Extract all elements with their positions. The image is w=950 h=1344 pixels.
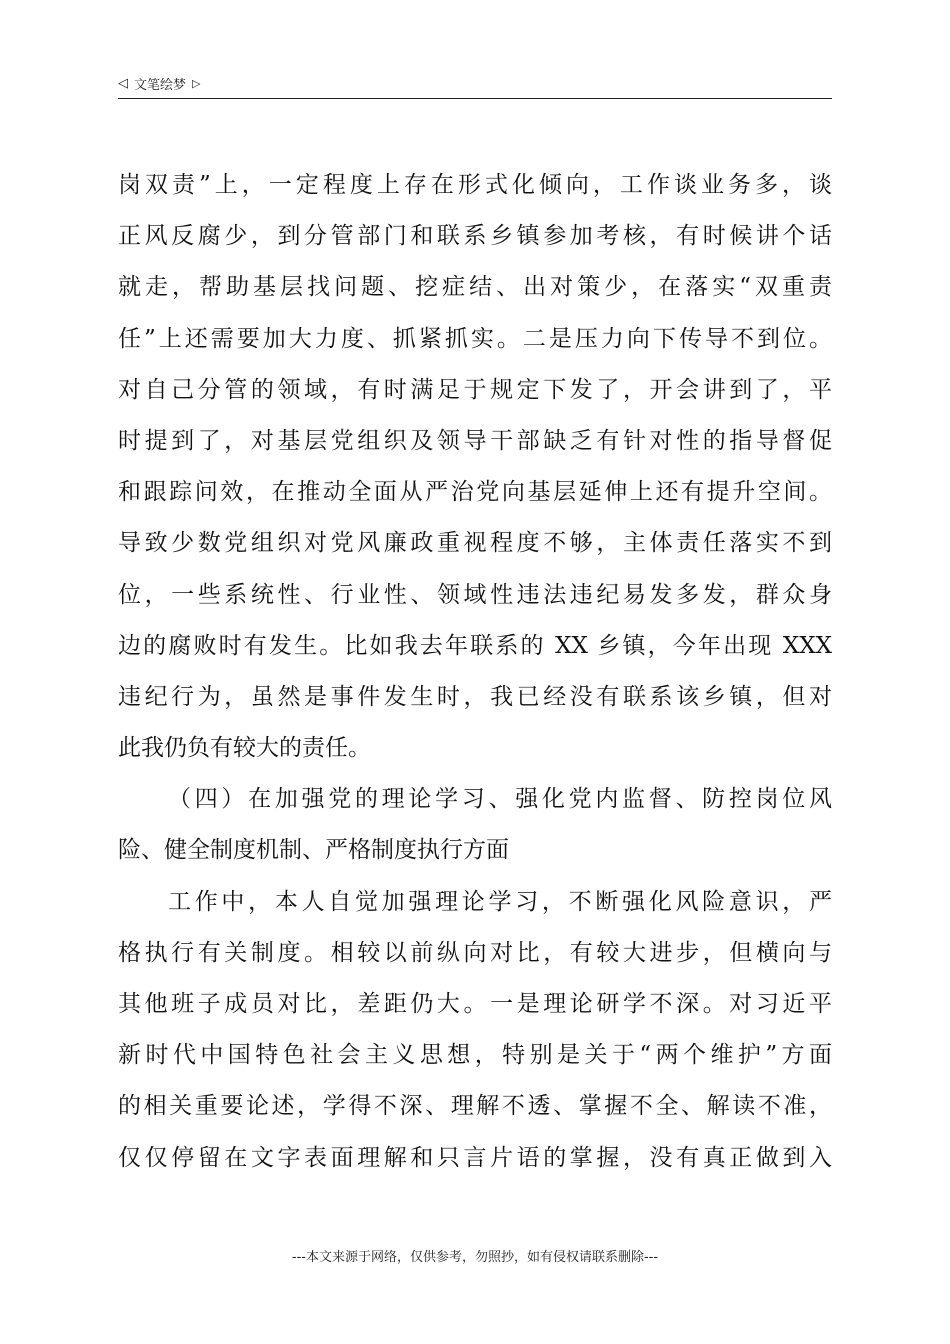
text-line-content: 和跟踪问效，在推动全面从严治党向基层延伸上还有提升空间。 [118, 479, 832, 506]
text-line [118, 672, 832, 723]
text-line-content: 时提到了，对基层党组织及领导干部缺乏有针对性的指导督促 [118, 427, 832, 454]
section-heading-line [118, 774, 832, 825]
text-line-content: 新时代中国特色社会主义思想，特别是关于“两个维护”方面 [118, 1042, 832, 1069]
section-heading-content: 险、健全制度机制、严格制度执行方面 [118, 837, 509, 864]
text-line-content: 正风反腐少，到分管部门和联系乡镇参加考核，有时候讲个话 [118, 223, 832, 250]
text-line-content: 岗双责”上，一定程度上存在形式化倾向，工作谈业务多，谈 [118, 172, 832, 198]
document-body [118, 160, 832, 1184]
text-line-content: 此我仍负有较大的责任。 [118, 735, 371, 762]
left-triangle-icon: ◁ [118, 76, 128, 91]
right-triangle-icon: ▷ [192, 77, 201, 90]
text-line [118, 723, 832, 774]
text-line [118, 365, 832, 416]
text-line [118, 518, 832, 569]
text-line-content: 仅仅停留在文字表面理解和只言片语的掌握，没有真正做到入 [118, 1144, 832, 1171]
text-line-content: 对自己分管的领域，有时满足于规定下发了，开会讲到了，平 [118, 376, 832, 403]
text-line-content: 违纪行为，虽然是事件发生时，我已经没有联系该乡镇，但对 [118, 683, 832, 710]
text-line-content: 任”上还需要加大力度、抓紧抓实。二是压力向下传导不到位。 [118, 325, 832, 352]
text-line-content: 边的腐败时有发生。比如我去年联系的 XX 乡镇，今年出现 XXX [118, 632, 832, 659]
text-line [118, 1081, 832, 1132]
text-line-content: 导致少数党组织对党风廉政重视程度不够，主体责任落实不到 [118, 530, 832, 557]
text-line-content: 位，一些系统性、行业性、领域性违法违纪易发多发，群众身 [118, 581, 832, 608]
text-line [118, 262, 832, 313]
text-line [118, 570, 832, 621]
page-footer: ---本文来源于网络，仅供参考，勿照抄，如有侵权请联系删除--- [291, 1250, 659, 1265]
text-line-content: 就走，帮助基层找问题、挖症结、出对策少，在落实“双重责 [118, 274, 832, 301]
text-line-content: 工作中，本人自觉加强理论学习，不断强化风险意识，严 [168, 888, 832, 915]
text-line-content: 其他班子成员对比，差距仍大。一是理论研学不深。对习近平 [118, 991, 832, 1017]
text-line [118, 160, 832, 211]
header-title: 文笔绘梦 [134, 78, 187, 93]
text-line [118, 979, 832, 1030]
text-line [118, 1030, 832, 1081]
section-heading-line [118, 825, 832, 876]
text-line [118, 416, 832, 467]
text-line [118, 928, 832, 979]
text-line [118, 621, 832, 672]
text-line [118, 1133, 832, 1184]
text-line [118, 467, 832, 518]
text-line-content: 格执行有关制度。相较以前纵向对比，有较大进步，但横向与 [118, 939, 832, 966]
text-line [118, 314, 832, 365]
page-header [118, 72, 832, 99]
section-heading-content: （四）在加强党的理论学习、强化党内监督、防控岗位风 [168, 786, 832, 813]
text-line [118, 877, 832, 928]
header-inner [118, 74, 200, 93]
text-line-content: 的相关重要论述，学得不深、理解不透、掌握不全、解读不准， [118, 1093, 832, 1120]
text-line [118, 211, 832, 262]
